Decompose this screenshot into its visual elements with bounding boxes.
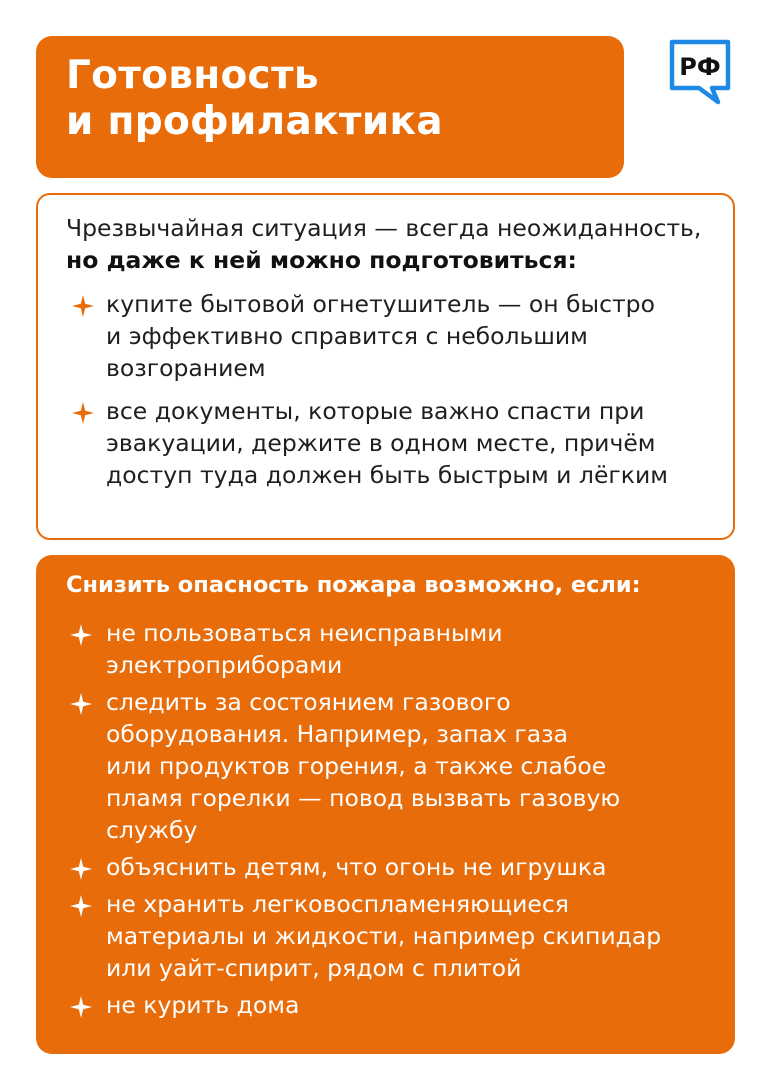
list-item-line: или продуктов горения, а также слабое <box>106 752 607 780</box>
intro-card <box>36 193 735 540</box>
page-title-line-1: Готовность <box>66 53 319 98</box>
list-item <box>66 888 709 984</box>
fire-list <box>66 617 709 1021</box>
list-item <box>66 686 709 846</box>
intro-paragraph <box>66 212 707 276</box>
list-item-line: следить за состоянием газового <box>106 688 511 716</box>
list-item-line: возгоранием <box>106 354 266 382</box>
list-item-line: объяснить детям, что огонь не игрушка <box>106 853 607 881</box>
list-item-line: материалы и жидкости, например скипидар <box>106 922 662 950</box>
title-banner <box>36 36 624 178</box>
four-point-star-icon <box>70 693 92 715</box>
list-item <box>66 989 709 1021</box>
four-point-star-icon <box>72 295 94 317</box>
list-item-line: доступ туда должен быть быстрым и лёгким <box>106 461 668 489</box>
list-item-line: не пользоваться неисправными <box>106 619 503 647</box>
four-point-star-icon <box>72 402 94 424</box>
rf-logo <box>666 38 734 108</box>
list-item <box>66 395 707 491</box>
list-item-line: оборудования. Например, запах газа <box>106 720 569 748</box>
four-point-star-icon <box>70 858 92 880</box>
list-item <box>66 617 709 681</box>
list-item-line: не хранить легковоспламеняющиеся <box>106 890 569 918</box>
list-item-line: пламя горелки — повод вызвать газовую <box>106 784 621 812</box>
intro-list <box>66 288 707 491</box>
list-item-line: службу <box>106 816 198 844</box>
four-point-star-icon <box>70 996 92 1018</box>
intro-plain-text: Чрезвычайная ситуация — всегда неожиданность, <box>66 214 702 242</box>
list-item-line: купите бытовой огнетушитель — он быстро <box>106 290 655 318</box>
list-item-line: электроприборами <box>106 651 343 679</box>
four-point-star-icon <box>70 895 92 917</box>
list-item-line: или уайт-спирит, рядом с плитой <box>106 954 522 982</box>
list-item <box>66 851 709 883</box>
fire-safety-card <box>36 555 735 1054</box>
rf-logo-text: РФ <box>679 53 721 81</box>
four-point-star-icon <box>70 624 92 646</box>
page-title-line-2: и профилактика <box>66 99 443 144</box>
list-item-line: не курить дома <box>106 991 300 1019</box>
list-item-line: все документы, которые важно спасти при <box>106 397 645 425</box>
list-item <box>66 288 707 384</box>
fire-heading: Снизить опасность пожара возможно, если: <box>66 572 641 598</box>
list-item-line: и эффективно справится с небольшим <box>106 322 588 350</box>
intro-bold-text: но даже к ней можно подготовиться: <box>66 246 577 274</box>
list-item-line: эвакуации, держите в одном месте, причём <box>106 429 656 457</box>
